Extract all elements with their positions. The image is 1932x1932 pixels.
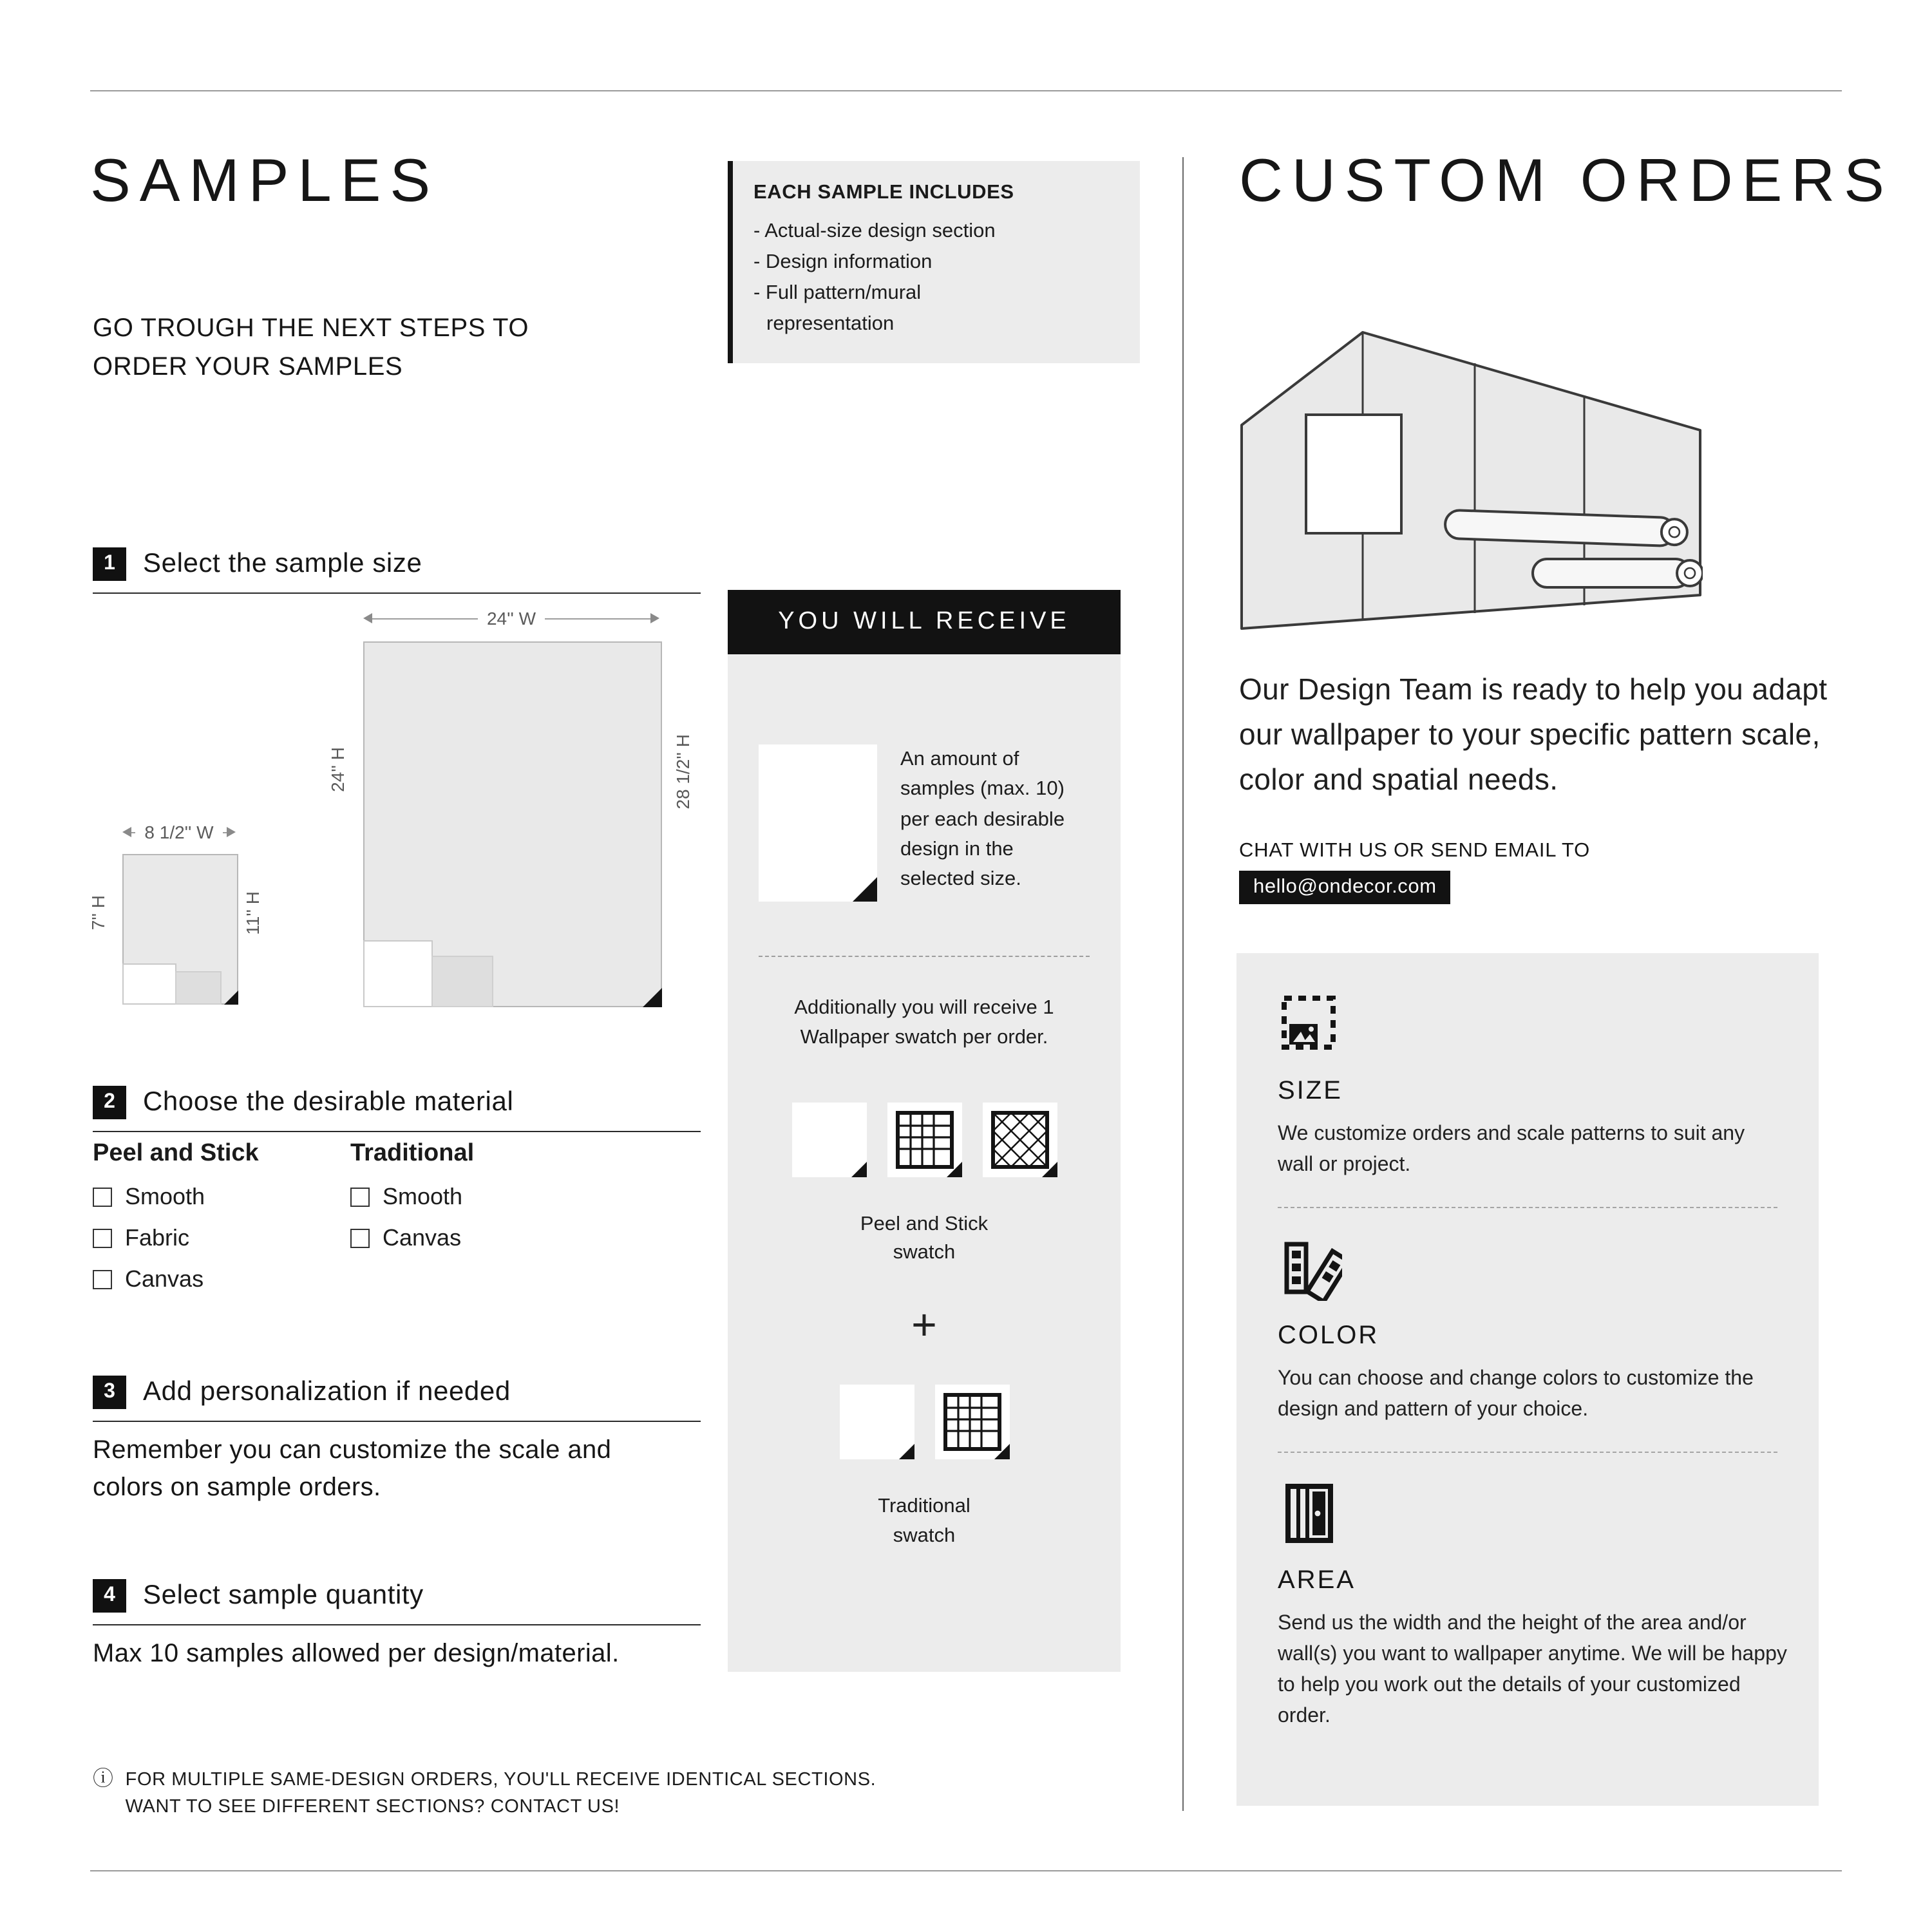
you-will-receive-panel xyxy=(728,590,1121,1672)
sample-sheet-icon xyxy=(759,744,877,902)
material-option-smooth xyxy=(93,1184,259,1211)
material-option-label: Canvas xyxy=(125,1266,204,1292)
traditional-swatch-label: Traditional swatch xyxy=(878,1495,971,1547)
large-sample-rect xyxy=(363,641,662,1007)
size-icon xyxy=(1278,992,1342,1056)
includes-item: - Actual-size design section xyxy=(753,220,996,242)
dimension-width-large: 24'' W xyxy=(363,608,659,629)
plain-swatch-icon xyxy=(839,1385,914,1460)
peel-and-stick-swatch-label: Peel and Stick swatch xyxy=(860,1213,989,1264)
dimension-height-large-left: 24'' H xyxy=(327,747,348,792)
step-title: Choose the desirable material xyxy=(143,1087,514,1117)
step-3-header xyxy=(93,1376,701,1422)
feature-area-title: AREA xyxy=(1278,1566,1356,1595)
step-title: Add personalization if needed xyxy=(143,1377,511,1406)
column-divider xyxy=(1182,157,1184,1811)
step-4-text: Max 10 samples allowed per design/material. xyxy=(93,1640,620,1668)
plus-icon: + xyxy=(911,1301,937,1350)
plain-swatch-icon xyxy=(791,1102,866,1177)
includes-title: EACH SAMPLE INCLUDES xyxy=(753,182,1014,204)
crosshatch-swatch-icon xyxy=(982,1102,1057,1177)
receive-header: YOU WILL RECEIVE xyxy=(728,590,1121,654)
includes-item: - Design information xyxy=(753,251,933,274)
custom-orders-title: CUSTOM ORDERS xyxy=(1239,146,1893,214)
dashed-divider xyxy=(1278,1452,1777,1453)
overlay-small-sheet-2 xyxy=(175,971,222,1005)
feature-size-text: We customize orders and scale patterns to suit any wall or project. xyxy=(1278,1123,1745,1176)
checkbox-icon xyxy=(93,1270,112,1289)
material-option-label: Smooth xyxy=(125,1184,205,1209)
peel-and-stick-swatches xyxy=(759,1102,1090,1177)
material-column-title: Peel and Stick xyxy=(93,1140,259,1167)
overlay-small-sheet xyxy=(122,963,176,1005)
step-3-text: Remember you can customize the scale and colors on sample orders. xyxy=(93,1436,612,1502)
feature-size-title: SIZE xyxy=(1278,1077,1343,1105)
material-column-traditional xyxy=(350,1140,474,1252)
material-option-label: Smooth xyxy=(383,1184,463,1209)
wallpaper-room-illustration xyxy=(1239,322,1703,631)
includes-item: - Full pattern/mural representation xyxy=(753,282,922,336)
feature-area-text: Send us the width and the height of the area and/or wall(s) you want to wallpaper anytime. We will be happy to help you work out the details of your customized order. xyxy=(1278,1613,1787,1727)
dimension-height-small-right: 11'' H xyxy=(242,891,263,935)
dimension-height-small-left: 7'' H xyxy=(88,895,108,931)
step-title: Select sample quantity xyxy=(143,1580,424,1610)
material-column-peel-and-stick xyxy=(93,1140,259,1293)
material-column-title: Traditional xyxy=(350,1140,475,1167)
custom-features-panel xyxy=(1236,953,1819,1806)
step-4-header xyxy=(93,1579,701,1625)
feature-color-title: COLOR xyxy=(1278,1321,1379,1350)
step-number-badge: 2 xyxy=(93,1086,126,1119)
additional-swatch-text: Additionally you will receive 1 Wallpaper swatch per order. xyxy=(794,997,1054,1049)
chat-label: CHAT WITH US OR SEND EMAIL TO xyxy=(1239,840,1591,862)
footnote-text: FOR MULTIPLE SAME-DESIGN ORDERS, YOU'LL RECEIVE IDENTICAL SECTIONS. WANT TO SEE DIFFERENT SECTIONS? CONTACT US! xyxy=(125,1770,876,1818)
contact-email[interactable]: hello@ondecor.com xyxy=(1239,871,1451,904)
step-number-badge: 3 xyxy=(93,1376,126,1409)
overlay-small-sheet xyxy=(363,940,433,1007)
samples-intro: GO TROUGH THE NEXT STEPS TO ORDER YOUR SAMPLES xyxy=(93,314,529,381)
sample-amount-row xyxy=(759,744,1090,902)
small-sample-rect xyxy=(122,854,238,1005)
sample-amount-text: An amount of samples (max. 10) per each desirable design in the selected size. xyxy=(900,748,1065,890)
area-icon xyxy=(1278,1481,1342,1546)
samples-title: SAMPLES xyxy=(90,146,440,214)
step-title: Select the sample size xyxy=(143,549,422,578)
grid-swatch-icon xyxy=(887,1102,961,1177)
traditional-swatches xyxy=(759,1385,1090,1460)
email-badge-wrap xyxy=(1239,871,1451,904)
sample-includes-box xyxy=(728,161,1140,363)
footnote xyxy=(93,1767,891,1821)
info-icon: ⓘ xyxy=(93,1768,114,1790)
step-2-header xyxy=(93,1086,701,1132)
step-number-badge: 1 xyxy=(93,547,126,581)
checkbox-icon xyxy=(93,1188,112,1207)
bottom-rule xyxy=(90,1870,1842,1871)
dashed-divider xyxy=(759,956,1090,957)
step-1-header xyxy=(93,547,701,594)
material-option-label: Canvas xyxy=(383,1225,462,1251)
dimension-height-large-right: 28 1/2'' H xyxy=(672,734,693,810)
checkbox-icon xyxy=(93,1229,112,1248)
overlay-small-sheet-2 xyxy=(431,956,493,1007)
top-rule xyxy=(90,90,1842,91)
dashed-divider xyxy=(1278,1207,1777,1208)
dimension-width-small: 8 1/2'' W xyxy=(122,822,236,842)
material-option-canvas xyxy=(350,1225,474,1252)
checkbox-icon xyxy=(350,1188,370,1207)
custom-orders-intro: Our Design Team is ready to help you adapt our wallpaper to your specific pattern scale, color and spatial needs. xyxy=(1239,672,1828,796)
material-option-smooth xyxy=(350,1184,474,1211)
checkbox-icon xyxy=(350,1229,370,1248)
material-option-fabric xyxy=(93,1225,259,1252)
color-icon xyxy=(1278,1236,1342,1301)
grid-swatch-icon xyxy=(934,1385,1009,1460)
material-option-canvas xyxy=(93,1266,259,1293)
step-number-badge: 4 xyxy=(93,1579,126,1613)
feature-color-text: You can choose and change colors to customize the design and pattern of your choice. xyxy=(1278,1368,1754,1421)
material-option-label: Fabric xyxy=(125,1225,190,1251)
